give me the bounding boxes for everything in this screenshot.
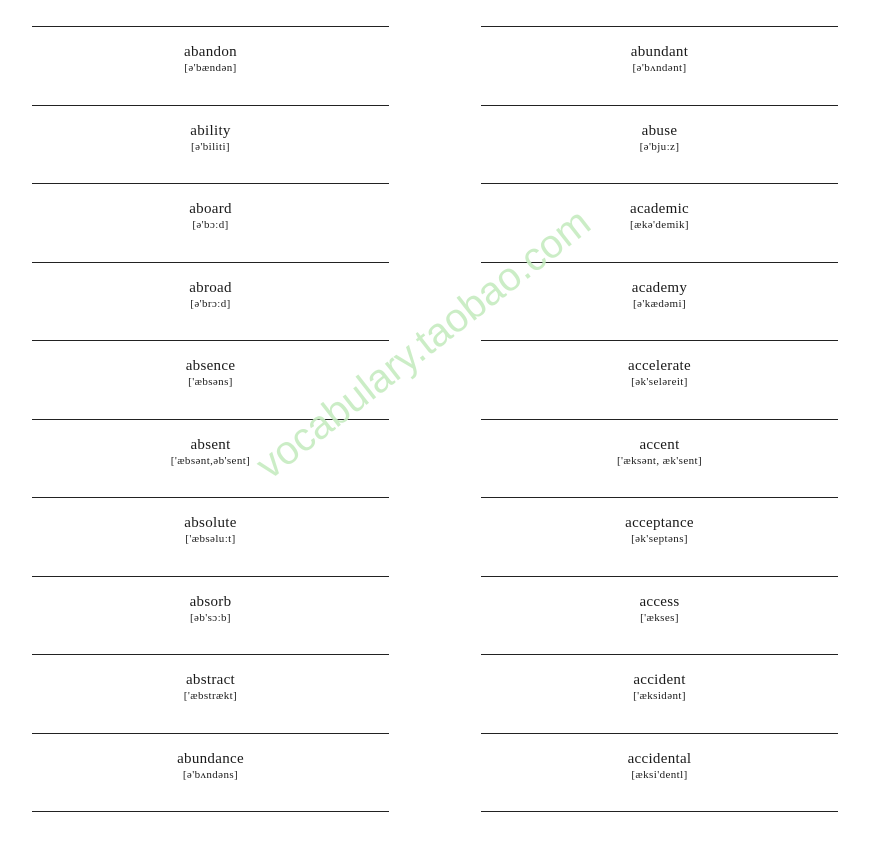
word-card xyxy=(32,27,389,106)
word-card xyxy=(32,655,389,734)
word-card xyxy=(32,341,389,420)
phonetic: [ək'seləreit] xyxy=(631,376,688,389)
word: acceptance xyxy=(625,515,694,532)
word: access xyxy=(639,593,680,610)
word-card xyxy=(32,498,389,577)
word: absorb xyxy=(189,593,232,610)
phonetic: ['æbsəns] xyxy=(188,376,233,389)
phonetic: [ə'brɔːd] xyxy=(190,297,231,310)
phonetic: ['ækses] xyxy=(640,611,679,624)
phonetic: [ə'bændən] xyxy=(184,62,237,75)
word-card xyxy=(481,577,838,656)
word: accent xyxy=(639,436,680,453)
word: absent xyxy=(190,436,231,453)
phonetic: ['æbsəluːt] xyxy=(185,533,236,546)
phonetic: ['æbstrækt] xyxy=(183,690,238,703)
word-card xyxy=(481,498,838,577)
phonetic: [æksi'dentl] xyxy=(631,768,688,781)
word: abundance xyxy=(177,750,244,767)
word: aboard xyxy=(189,201,232,218)
word: abundant xyxy=(630,44,689,61)
word: accidental xyxy=(627,750,692,767)
phonetic: [ə'bʌndənt] xyxy=(632,62,687,75)
word: abandon xyxy=(184,44,237,61)
word: absence xyxy=(185,358,236,375)
word-card xyxy=(481,734,838,813)
word-card xyxy=(481,27,838,106)
word-card xyxy=(481,263,838,342)
word: academy xyxy=(631,279,688,296)
word-card xyxy=(481,655,838,734)
word-card xyxy=(481,184,838,263)
phonetic: [ə'bɔːd] xyxy=(192,219,229,232)
word: accident xyxy=(633,672,686,689)
word: abstract xyxy=(185,672,236,689)
word-card xyxy=(481,420,838,499)
phonetic: [ək'septəns] xyxy=(631,533,688,546)
word: absolute xyxy=(184,515,237,532)
word: ability xyxy=(190,122,231,139)
word: abuse xyxy=(641,122,678,139)
word-card xyxy=(481,341,838,420)
word-card xyxy=(32,734,389,813)
phonetic: [ə'kædəmi] xyxy=(632,297,687,310)
word: accelerate xyxy=(628,358,691,375)
left-word-column xyxy=(32,26,389,812)
phonetic: ['æksidənt] xyxy=(633,690,686,703)
right-word-column xyxy=(481,26,838,812)
phonetic: ['æbsənt,əb'sent] xyxy=(170,454,251,467)
phonetic: ['æksənt, æk'sent] xyxy=(616,454,703,467)
phonetic: [ækə'demik] xyxy=(630,219,689,232)
word-card xyxy=(32,184,389,263)
word: academic xyxy=(629,201,690,218)
word-card xyxy=(481,106,838,185)
phonetic: [ə'bʌndəns] xyxy=(182,768,239,781)
word: abroad xyxy=(189,279,232,296)
phonetic: [ə'biliti] xyxy=(191,140,230,153)
word-card xyxy=(32,420,389,499)
word-card xyxy=(32,577,389,656)
phonetic: [ə'bjuːz] xyxy=(639,140,680,153)
word-card xyxy=(32,106,389,185)
phonetic: [əb'sɔːb] xyxy=(189,611,231,624)
word-card xyxy=(32,263,389,342)
watermark: vocabulary.taobao.com xyxy=(248,200,599,488)
